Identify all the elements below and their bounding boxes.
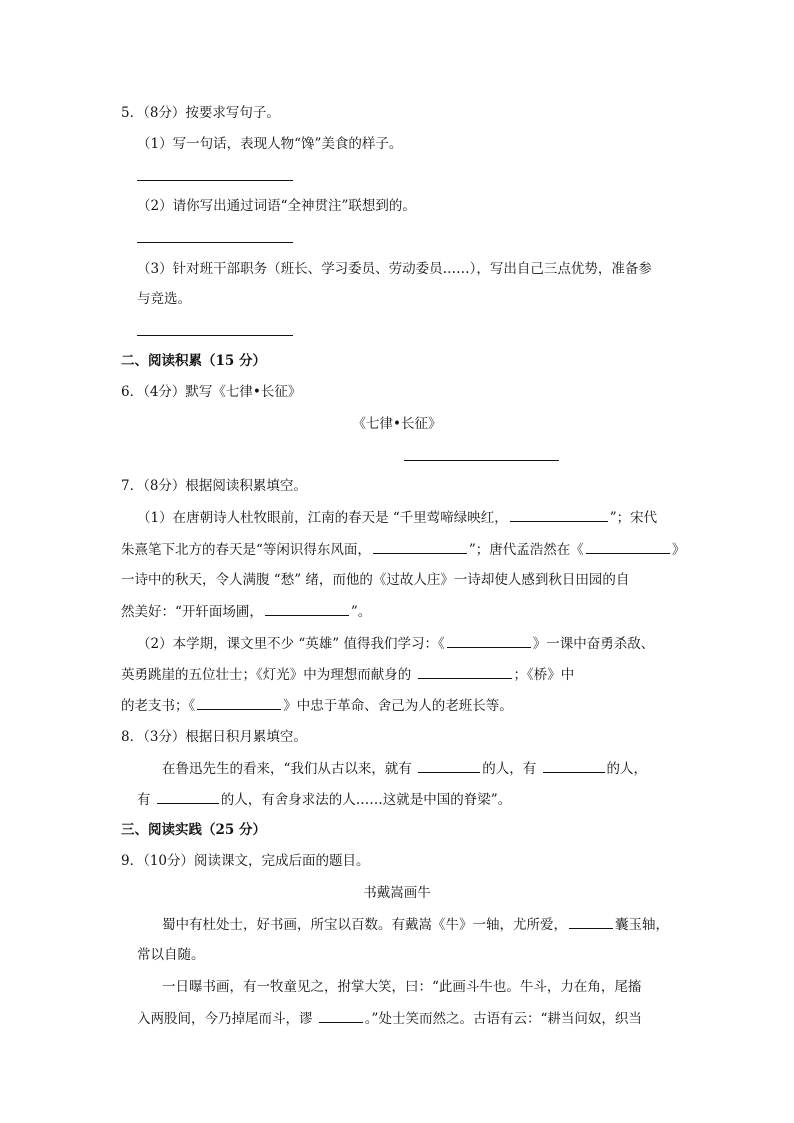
- q9-blank-1[interactable]: [569, 914, 613, 929]
- q9-p1-line2: 常以自随。: [137, 947, 205, 963]
- q7-blank-4[interactable]: [265, 601, 349, 616]
- q5-answer-line-3[interactable]: [137, 335, 293, 336]
- q7-p1-line4: 然美好：“开轩面场圃， ”。: [121, 601, 371, 622]
- q7-p2-line1: （2）本学期，课文里不少 “英雄” 值得我们学习：《 》一课中奋勇杀敌、: [137, 633, 654, 654]
- q8-line2: 有 的人，有舍身求法的人……这就是中国的脊梁”。: [137, 789, 511, 810]
- q8-blank-2[interactable]: [543, 758, 605, 773]
- q6-answer-line[interactable]: [404, 460, 559, 461]
- q5-answer-line-1[interactable]: [137, 180, 293, 181]
- q9-passage-title: 书戴嵩画牛: [363, 885, 431, 901]
- q7-blank-7[interactable]: [197, 695, 281, 710]
- q7-p1-line2: 朱熹笔下北方的春天是“等闲识得东风面， ”；唐代孟浩然在《 》: [121, 539, 685, 560]
- q6-poem-title: 《七律•长征》: [352, 416, 442, 432]
- q8-blank-3[interactable]: [157, 789, 219, 804]
- q5-sub1: （1）写一句话，表现人物“馋”美食的样子。: [137, 136, 403, 152]
- q5-sub3-line2: 与竞选。: [137, 291, 191, 307]
- q7-blank-1[interactable]: [510, 507, 608, 522]
- section-3-heading: 三、阅读实践（25 分）: [121, 822, 266, 838]
- q5-answer-line-2[interactable]: [137, 242, 293, 243]
- q7-p2-line2: 英勇跳崖的五位壮士；《灯光》中为理想而献身的 ；《桥》中: [121, 664, 574, 685]
- q7-blank-5[interactable]: [447, 633, 531, 648]
- q7-blank-2[interactable]: [373, 539, 467, 554]
- q7-p1-line3: 一诗中的秋天，令人满腹 “愁” 绪，而他的《过故人庄》一诗却使人感到秋日田园的自: [121, 572, 630, 588]
- q5-header: 5．（8分）按要求写句子。: [121, 105, 280, 121]
- q9-p2-line1: 一日曝书画，有一牧童见之，拊掌大笑，曰：“此画斗牛也。牛斗，力在角，尾搐: [162, 979, 642, 995]
- q7-p1-line1: （1）在唐朝诗人杜牧眼前，江南的春天是 “千里莺啼绿映红， ”；宋代: [137, 507, 657, 528]
- q5-sub2: （2）请你写出通过词语“全神贯注”联想到的。: [137, 198, 416, 214]
- q8-blank-1[interactable]: [418, 758, 480, 773]
- q9-p2-line2: 入两股间，今乃掉尾而斗，谬 。”处士笑而然之。古语有云：“耕当问奴，织当: [137, 1008, 642, 1029]
- q7-blank-6[interactable]: [418, 664, 512, 679]
- q7-header: 7．（8分）根据阅读积累填空。: [121, 478, 307, 494]
- q9-header: 9．（10分）阅读课文，完成后面的题目。: [121, 853, 370, 869]
- q7-p2-line3: 的老支书；《 》中忠于革命、舍己为人的老班长等。: [121, 695, 513, 716]
- q8-header: 8．（3分）根据日积月累填空。: [121, 729, 307, 745]
- q7-blank-3[interactable]: [586, 539, 670, 554]
- q9-p1-line1: 蜀中有杜处士，好书画，所宝以百数。有戴嵩《牛》一轴，尤所爱， 囊玉轴，: [162, 914, 669, 935]
- q9-blank-2[interactable]: [319, 1008, 363, 1023]
- section-2-heading: 二、阅读积累（15 分）: [121, 353, 266, 369]
- q6-header: 6．（4分）默写《七律•长征》: [121, 384, 302, 400]
- q8-line1: 在鲁迅先生的看来，“我们从古以来，就有 的人，有 的人，: [162, 758, 647, 779]
- q5-sub3-line1: （3）针对班干部职务（班长、学习委员、劳动委员……），写出自己三点优势，准备参: [137, 261, 652, 277]
